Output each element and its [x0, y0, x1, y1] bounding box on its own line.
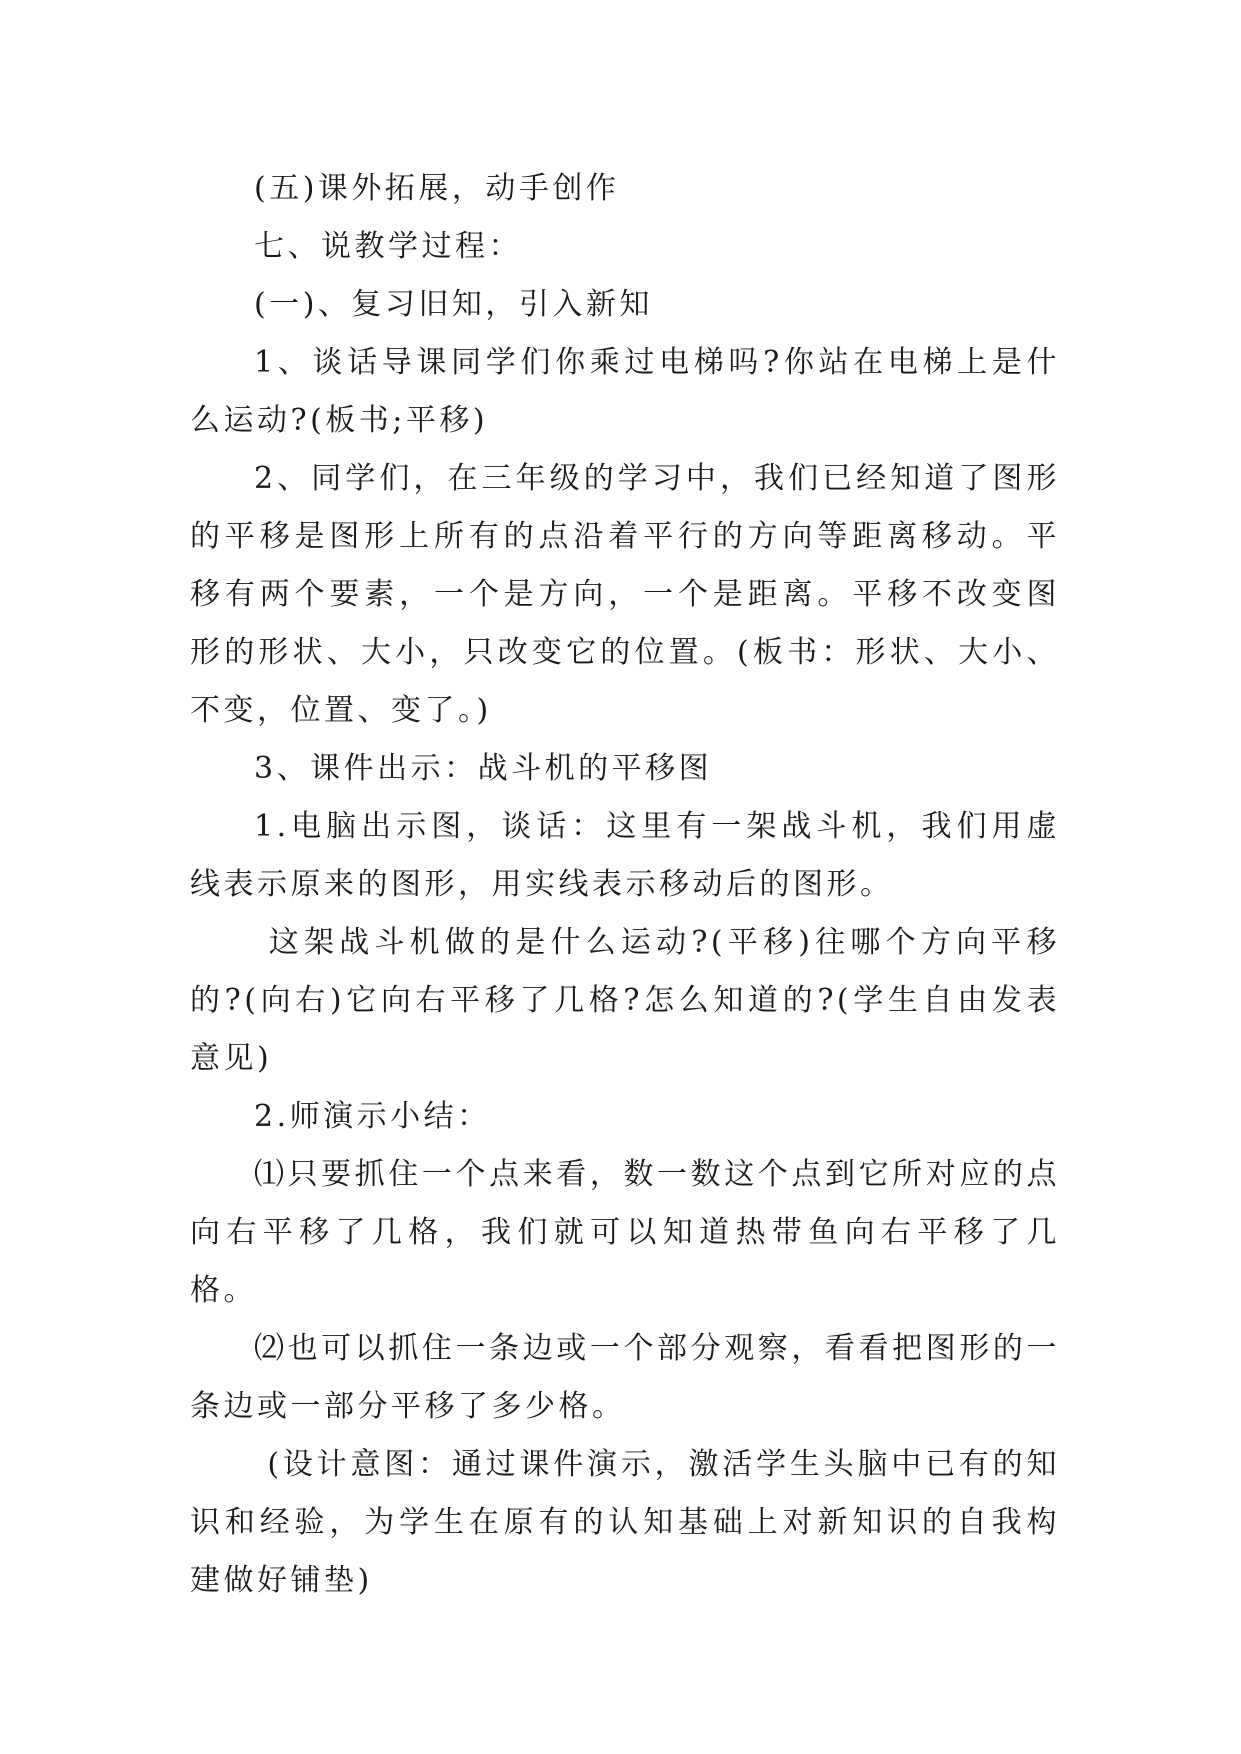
section-heading-teaching-process: 七、说教学过程： [254, 229, 522, 264]
paragraph-point-method: ⑴只要抓住一个点来看，数一数这个点到它所对应的点向右平移了几格，我们就可以知道热带鱼向右平移了几格。 [190, 1157, 1060, 1308]
paragraph-courseware: 3、课件出示：战斗机的平移图 [254, 751, 713, 786]
subsection-heading-review: (一)、复习旧知，引入新知 [254, 287, 653, 322]
section-heading-extension: (五)课外拓展，动手创作 [254, 171, 620, 206]
paragraph-edge-method: ⑵也可以抓住一条边或一个部分观察，看看把图形的一条边或一部分平移了多少格。 [190, 1331, 1060, 1424]
paragraph-design-intent: (设计意图：通过课件演示，激活学生头脑中已有的知识和经验，为学生在原有的认知基础上对新知识的自我构建做好铺垫) [190, 1447, 1060, 1598]
paragraph-translation-definition: 2、同学们，在三年级的学习中，我们已经知道了图形的平移是图形上所有的点沿着平行的方向等距离移动。平移有两个要素，一个是方向，一个是距离。平移不改变图形的形状、大小，只改变它的位置。(板书：形状、大小、不变，位置、变了。) [190, 461, 1060, 728]
paragraph-intro-elevator: 1、谈话导课同学们你乘过电梯吗?你站在电梯上是什么运动?(板书;平移) [190, 345, 1060, 438]
document-body [190, 160, 1060, 1610]
paragraph-teacher-summary: 2.师演示小结： [254, 1099, 491, 1134]
paragraph-computer-demo: 1.电脑出示图，谈话：这里有一架战斗机，我们用虚线表示原来的图形，用实线表示移动后的图形。 [190, 809, 1060, 902]
paragraph-fighter-questions: 这架战斗机做的是什么运动?(平移)往哪个方向平移的?(向右)它向右平移了几格?怎么知道的?(学生自由发表意见) [190, 925, 1060, 1076]
